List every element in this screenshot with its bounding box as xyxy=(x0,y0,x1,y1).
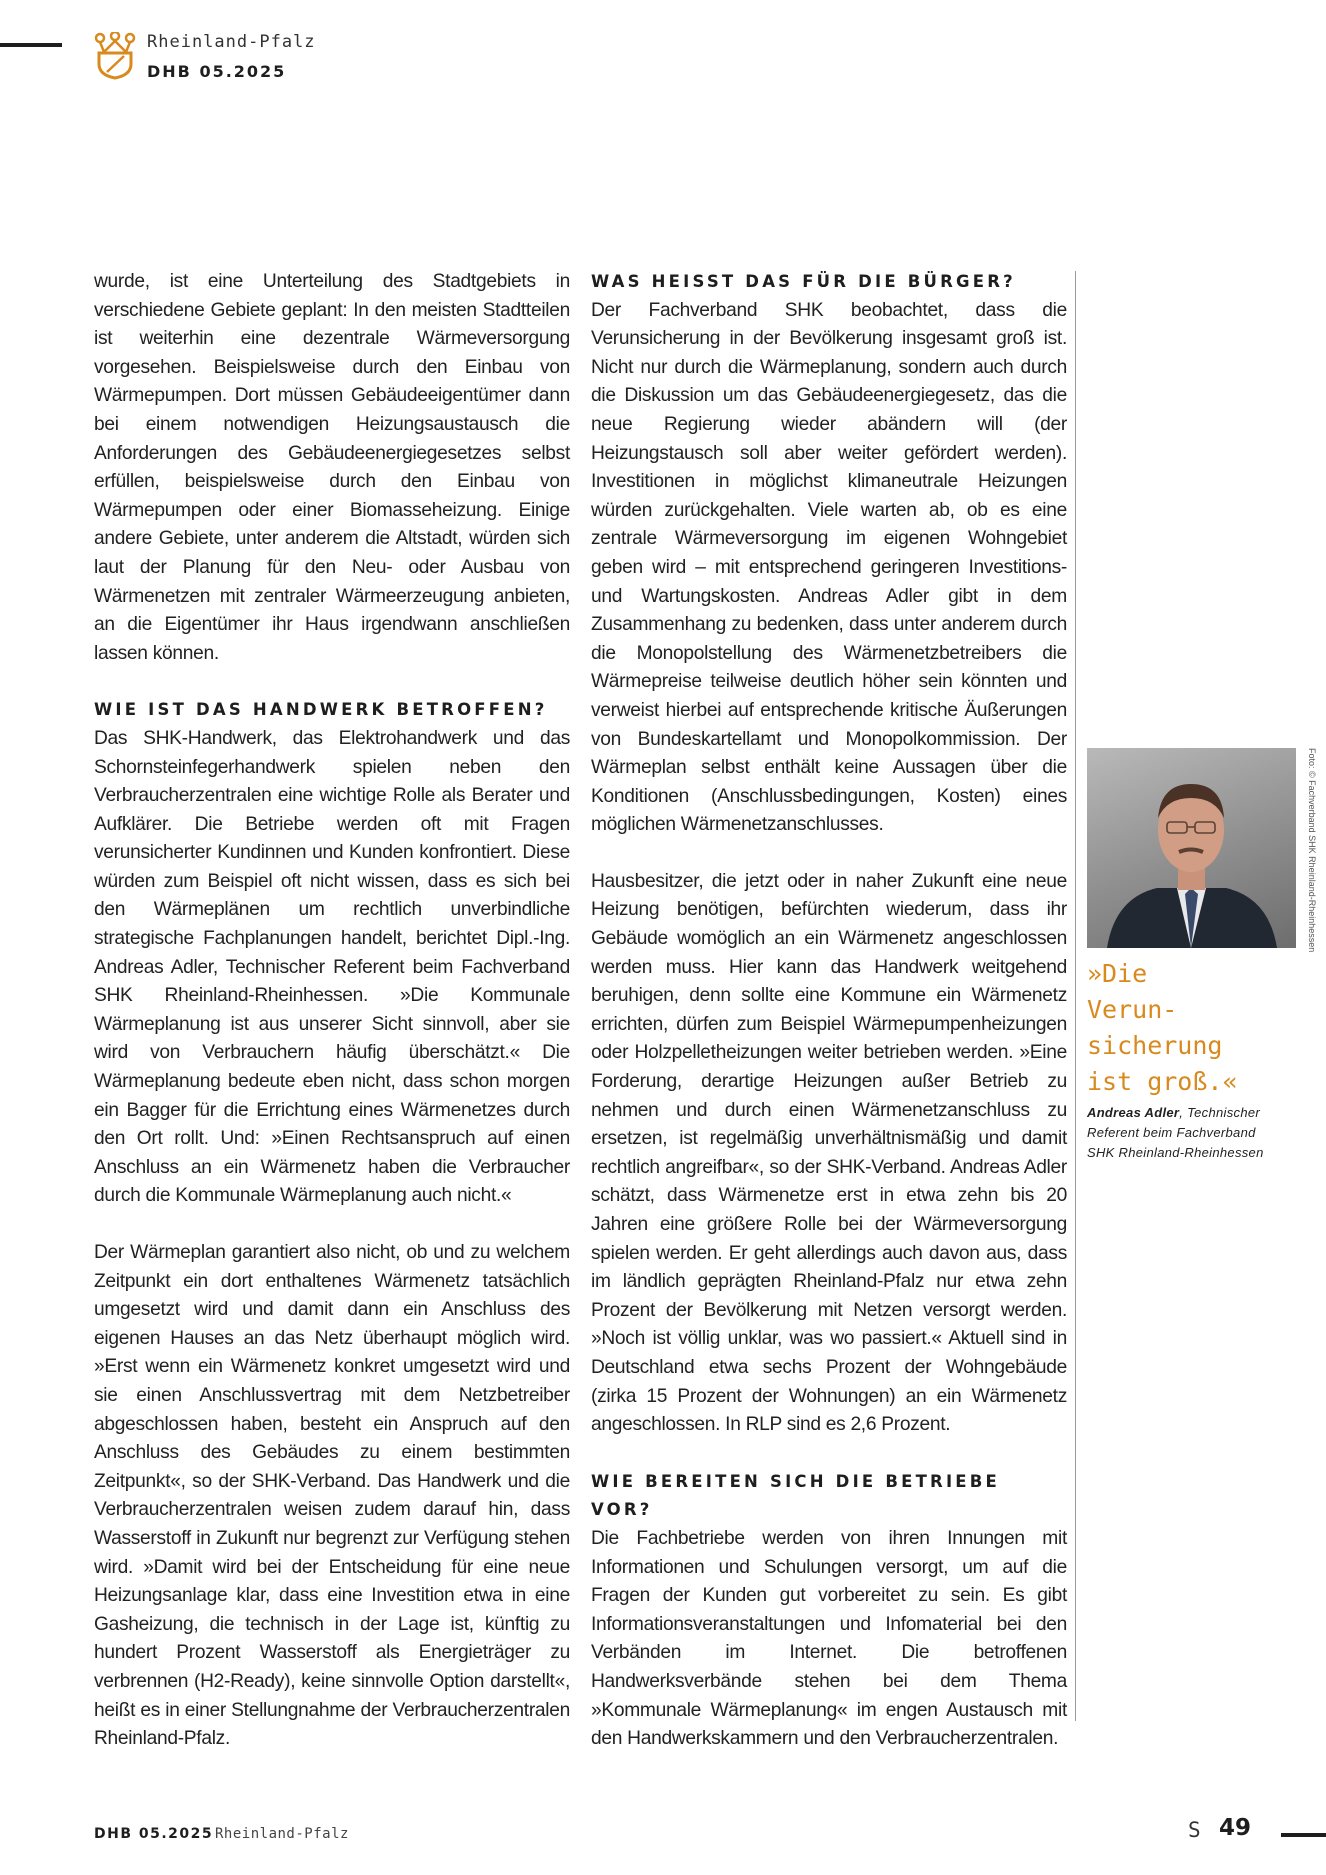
left-paragraph-1: wurde, ist eine Unterteilung des Stadtgebiets in verschiedene Gebiete geplant: In den meisten Stadtteilen ist weiterhin eine dezentrale Wärmeversorgung vorgesehen. Beispielsweise durch den Einbau von Wärmepumpen. Dort müssen Gebäudeeigentümer dann bei einem notwendigen Heizungsaustausch die Anforderungen des Gebäudeenergiegesetzes selbst erfüllen, beispielsweise durch den Einbau von Wärmepumpen oder einer Biomasseheizung. Einige andere Gebiete, unter anderem die Altstadt, würden sich laut der Planung für den Neu- oder Ausbau von Wärmenetzen mit zentraler Wärmeerzeugung anbieten, an die Eigentümer ihr Haus irgendwann anschließen lassen können. xyxy=(94,271,570,664)
header-rule xyxy=(0,43,62,47)
middle-column xyxy=(591,268,1067,1754)
pull-quote: »Die Verun- sicherung ist groß.« xyxy=(1087,959,1238,1096)
middle-paragraph-3: Die Fachbetriebe werden von ihren Innungen mit Informationen und Schulungen versorgt, um auf die Fragen der Kunden gut vorbereitet zu sein. Es gibt Informationsveranstaltungen und Infomaterial bei den Verbänden im Internet. Die betroffenen Handwerksverbände stehen bei dem Thema »Kommunale Wärmeplanung« im engen Austausch mit den Handwerkskammern und den Verbraucherzentralen. xyxy=(591,1527,1067,1750)
footer-region: Rheinland-Pfalz xyxy=(215,1826,349,1842)
section-heading-betriebe: WIE BEREITEN SICH DIE BETRIEBE VOR? xyxy=(591,1471,1001,1520)
header-issue: DHB 05.2025 xyxy=(147,62,287,81)
page-number: 49 xyxy=(1219,1815,1252,1841)
caption-name: Andreas Adler xyxy=(1087,1105,1180,1120)
photo-credit: Foto: © Fachverband SHK Rheinland-Rheinhessen xyxy=(1307,748,1317,953)
middle-paragraph-1: Der Fachverband SHK beobachtet, dass die Verunsicherung in der Bevölkerung insgesamt groß ist. Nicht nur durch die Wärmeplanung, sondern auch durch die Diskussion um das Gebäudeenergiegesetz, das die neue Regierung wieder abändern will (der Heizungstausch soll aber weiter gefördert werden). Investitionen in möglichst klimaneutrale Heizungen würden zurückgehalten. Viele warten ab, ob es eine zentrale Wärmeversorgung im eigenen Wohngebiet geben wird – mit entsprechend geringeren Investitions- und Wartungskosten. Andreas Adler gibt in dem Zusammenhang zu bedenken, dass unter anderem durch die Monopolstellung des Wärmenetzbetreibers die Wärmepreise teilweise deutlich höher sein könnten und verweist hierbei auf entsprechende kritische Äußerungen von Bundeskartellamt und Monopolkommission. Der Wärmeplan selbst enthält keine Aussagen über die Konditionen (Anschlussbedingungen, Kosten) eines möglichen Wärmenetzanschlusses. xyxy=(591,299,1067,836)
middle-paragraph-2: Hausbesitzer, die jetzt oder in naher Zukunft eine neue Heizung benötigen, befürchten wiederum, dass ihr Gebäude womöglich an ein Wärmenetz angeschlossen werden muss. Hier kann das Handwerk weitgehend beruhigen, denn sollte eine Kommune ein Wärmenetz errichten, dürfen zum Beispiel Wärmepumpenheizungen oder Holzpelletheizungen weiter betrieben werden. »Eine Forderung, derartige Heizungen außer Betrieb zu nehmen und durch einen Wärmenetzanschluss zu ersetzen, ist regelmäßig unverhältnismäßig und damit rechtlich angreifbar«, so der SHK-Verband. Andreas Adler schätzt, dass Wärmenetze erst in etwa zehn bis 20 Jahren eine größere Rolle bei der Wärmeversorgung spielen werden. Er geht allerdings auch davon aus, dass im ländlich geprägten Rheinland-Pfalz nur etwa zehn Prozent der Bevölkerung mit Netzen versorgt werden. »Noch ist völlig unklar, was wo passiert.« Aktuell sind in Deutschland etwa sechs Prozent der Wohngebäude (zirka 15 Prozent der Wohnungen) an ein Wärmenetz angeschlossen. In RLP sind es 2,6 Prozent. xyxy=(591,870,1067,1436)
photo-caption xyxy=(1087,1103,1287,1163)
section-heading-handwerk: WIE IST DAS HANDWERK BETROFFEN? xyxy=(94,700,548,720)
page-prefix: S xyxy=(1188,1818,1201,1842)
sidebar-divider xyxy=(1075,271,1076,1721)
left-paragraph-3: Der Wärmeplan garantiert also nicht, ob und zu welchem Zeitpunkt ein dort enthaltenes Wärmenetz tatsächlich umgesetzt wird und damit dann ein Anschluss des eigenen Hauses an das Netz überhaupt möglich wird. »Erst wenn ein Wärmenetz konkret umgesetzt wird und sie einen Anschlussvertrag mit dem Netzbetreiber abgeschlossen haben, besteht ein Anspruch auf den Anschluss des Gebäudes zu einem bestimmten Zeitpunkt«, so der SHK-Verband. Das Handwerk und die Verbraucherzentralen weisen zudem darauf hin, dass Wasserstoff in Zukunft nur begrenzt zur Verfügung stehen wird. »Damit wird bei der Entscheidung für eine neue Heizungsanlage klar, dass eine Investition etwa in eine Gasheizung, die technisch in der Lage ist, künftig zu hundert Prozent Wasserstoff als Energieträger zu verbrennen (H2-Ready), keine sinnvolle Option darstellt«, heißt es in einer Stellungnahme der Verbraucherzentralen Rheinland-Pfalz. xyxy=(94,1242,570,1750)
footer-issue: DHB 05.2025 xyxy=(94,1826,214,1842)
left-column xyxy=(94,268,570,1754)
footer-rule xyxy=(1281,1833,1326,1837)
portrait-photo xyxy=(1087,748,1296,948)
header-region: Rheinland-Pfalz xyxy=(147,32,316,52)
section-heading-buerger: WAS HEISST DAS FÜR DIE BÜRGER? xyxy=(591,272,1016,291)
crown-shield-icon xyxy=(94,32,136,80)
left-paragraph-2: Das SHK-Handwerk, das Elektrohandwerk und das Schornsteinfegerhandwerk spielen neben den Verbraucherzentralen eine wichtige Rolle als Berater und Aufklärer. Die Betriebe werden oft mit Fragen verunsicherter Kundinnen und Kunden konfrontiert. Diese würden zum Beispiel oft nicht wissen, dass es sich bei den Wärmeplänen um rechtlich unverbindliche strategische Fachplanungen handelt, berichtet Dipl.-Ing. Andreas Adler, Technischer Referent beim Fachverband SHK Rheinland-Rheinhessen. »Die Kommunale Wärmeplanung ist aus unserer Sicht sinnvoll, aber sie wird von Verbrauchern häufig überschätzt.« Die Wärmeplanung bedeute eben nicht, dass schon morgen ein Bagger für die Errichtung eines Wärmenetzes durch den Ort rollt. Und: »Einen Rechtsanspruch auf einen Anschluss an ein Wärmenetz haben die Verbraucher durch die Kommunale Wärmeplanung auch nicht.« xyxy=(94,727,570,1207)
caption-role: , Technischer Referent beim Fachverband SHK Rheinland-Rheinhessen xyxy=(1087,1105,1264,1160)
